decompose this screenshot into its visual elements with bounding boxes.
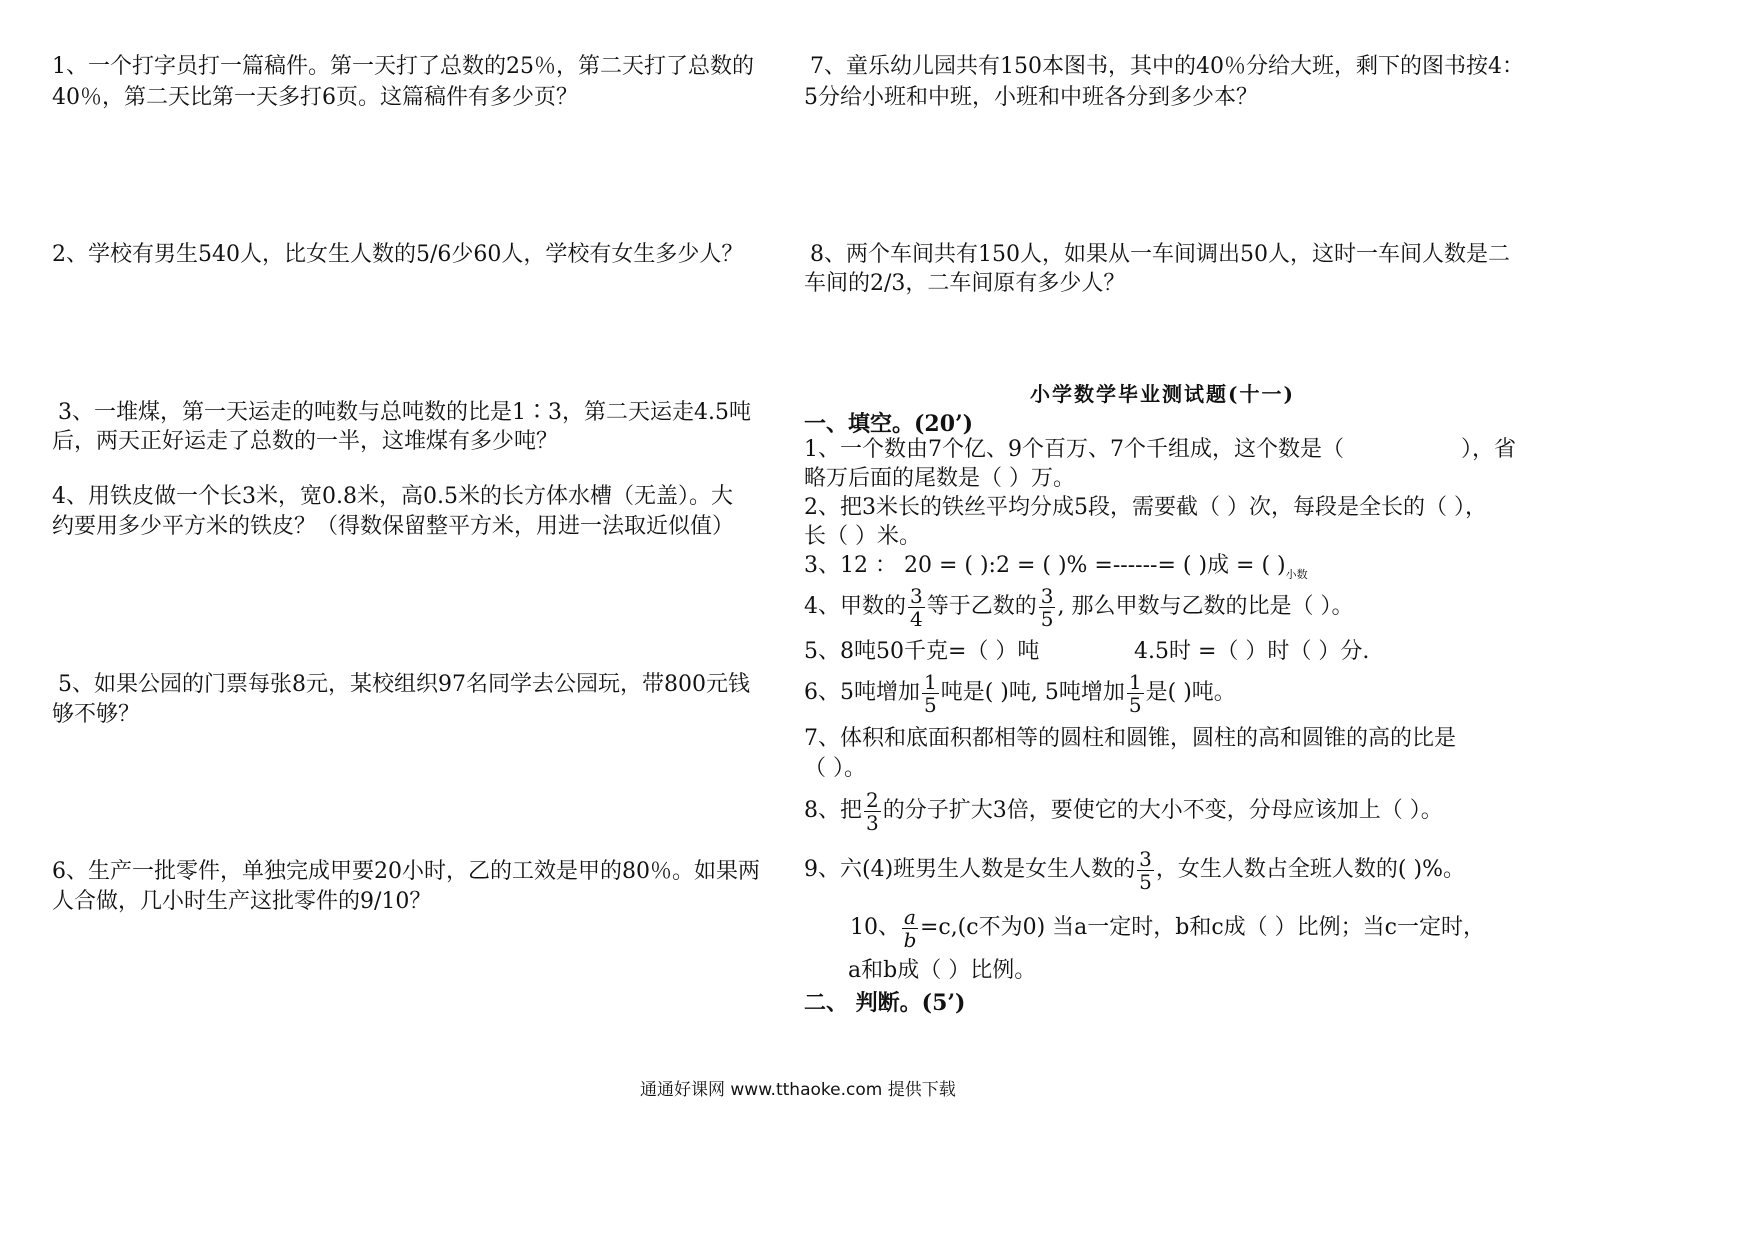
fill-8-line [804,786,1443,836]
fill-6-fraction-2-numerator: 1 [1128,669,1142,694]
fill-9-fraction-denominator: 5 [1139,869,1152,894]
question-8-line-2: 车间的2/3，二车间原有多少人？ [804,271,1126,296]
fill-9-text-a: 9、六(4)班男生人数是女生人数的 [804,857,1136,882]
fill-7-line-2: （ ）。 [804,756,866,781]
fill-6-text-b: 吨是( )吨, 5吨增加 [940,680,1125,705]
question-4-line-2: 约要用多少平方米的铁皮？（得数保留整平方米，用进一法取近似值） [52,514,735,539]
question-4-line-1: 4、用铁皮做一个长3米，宽0.8米，高0.5米的长方体水槽（无盖）。大 [52,484,733,509]
fill-6-line [804,668,1236,718]
fill-1-text-a: 1、一个数由7个亿、9个百万、7个千组成，这个数是（ [804,437,1344,462]
fill-10-text-a: 10、 [850,915,900,940]
question-1-line-2: 40％，第二天比第一天多打6页。这篇稿件有多少页？ [52,85,578,110]
fill-8-fraction-numerator: 2 [866,787,879,812]
fill-7-line-1: 7、体积和底面积都相等的圆柱和圆锥，圆柱的高和圆锥的高的比是 [804,726,1456,751]
fill-4-fraction-1-denominator: 4 [910,606,923,631]
fill-8-fraction [864,789,881,834]
section-fill-blank-heading: 一、填空。(20’) [804,411,974,437]
fill-3-text: 3、12 ： 20 = ( ):2 = ( )% =------= ( )成 = ( ) [804,553,1286,578]
fill-10-fraction [902,906,918,951]
question-8-line-1: 8、两个车间共有150人，如果从一车间调出50人，这时一车间人数是二 [810,242,1510,267]
fill-6-text-a: 6、5吨增加 [804,680,920,705]
fill-6-fraction-2-denominator: 5 [1128,692,1142,717]
fill-8-text-a: 8、把 [804,798,862,823]
fill-4-text-b: 等于乙数的 [926,594,1037,619]
fill-4-fraction-1 [908,585,925,630]
fill-4-text-c: , 那么甲数与乙数的比是（ ）。 [1057,594,1354,619]
footer-source: 通通好课网 www.tthaoke.com 提供下载 [640,1080,956,1100]
fill-8-text-b: 的分子扩大3倍，要使它的大小不变，分母应该加上（ ）。 [882,798,1443,823]
fill-5-text-b: 4.5时 =（ ）时（ ）分. [1134,639,1370,664]
fill-5-line [804,637,1370,667]
question-5-line-2: 够不够？ [52,702,141,727]
exam-title: 小学数学毕业测试题(十一) [1030,382,1295,406]
question-7-line-1: 7、童乐幼儿园共有150本图书，其中的40％分给大班，剩下的图书按4： [810,54,1524,79]
fill-6-fraction-1 [922,671,939,716]
fill-6-fraction-2 [1127,671,1144,716]
fill-10-fraction-denominator: b [903,927,917,952]
fill-2-line-1: 2、把3米长的铁丝平均分成5段，需要截（ ）次，每段是全长的（ ）， [804,495,1487,520]
fill-4-fraction-2-numerator: 3 [1040,583,1054,608]
fill-5-text-a: 5、8吨50千克=（ ）吨 [804,639,1040,664]
question-7-line-2: 5分给小班和中班，小班和中班各分到多少本？ [804,85,1258,110]
question-2-line-1: 2、学校有男生540人，比女生人数的5/6少60人，学校有女生多少人？ [52,242,744,267]
section-judgement-heading: 二、 判断。(5’) [804,990,966,1016]
fill-4-fraction-1-numerator: 3 [910,583,923,608]
fill-10-text-b: =c,(c不为0) 当a一定时，b和c成（ ）比例；当c一定时， [919,915,1485,940]
fill-4-fraction-2-denominator: 5 [1040,606,1054,631]
fill-1-line-2: 略万后面的尾数是（ ）万。 [804,466,1075,491]
fill-6-fraction-1-numerator: 1 [924,669,937,694]
fill-1-text-b: ），省 [1460,437,1516,462]
fill-1-line-1 [804,435,1516,465]
fill-8-fraction-denominator: 3 [866,810,879,835]
question-5-line-1: 5、如果公园的门票每张8元，某校组织97名同学去公园玩，带800元钱 [58,672,750,697]
fill-9-line [804,845,1465,895]
fill-9-fraction [1137,848,1154,893]
fill-10-line-1 [850,903,1485,953]
question-6-line-2: 人合做，几小时生产这批零件的9/10？ [52,889,432,914]
fill-9-text-b: ，女生人数占全班人数的( )%。 [1155,857,1465,882]
fill-10-fraction-numerator: a [904,904,916,929]
fill-9-fraction-numerator: 3 [1139,846,1152,871]
fill-6-fraction-1-denominator: 5 [924,692,937,717]
question-3-line-2: 后，两天正好运走了总数的一半，这堆煤有多少吨？ [52,429,559,454]
fill-10-line-2: a和b成（ ）比例。 [848,958,1037,983]
fill-4-text-a: 4、甲数的 [804,594,906,619]
fill-2-line-2: 长（ ）米。 [804,524,921,549]
question-6-line-1: 6、生产一批零件，单独完成甲要20小时，乙的工效是甲的80％。如果两 [52,859,760,884]
fill-4-fraction-2 [1039,585,1056,630]
fill-3-subscript: 小数 [1285,568,1308,581]
fill-6-text-c: 是( )吨。 [1145,680,1236,705]
fill-4-line [804,582,1353,632]
question-1-line-1: 1、一个打字员打一篇稿件。第一天打了总数的25％，第二天打了总数的 [52,54,754,79]
question-3-line-1: 3、一堆煤，第一天运走的吨数与总吨数的比是1∶3，第二天运走4.5吨 [58,400,751,425]
